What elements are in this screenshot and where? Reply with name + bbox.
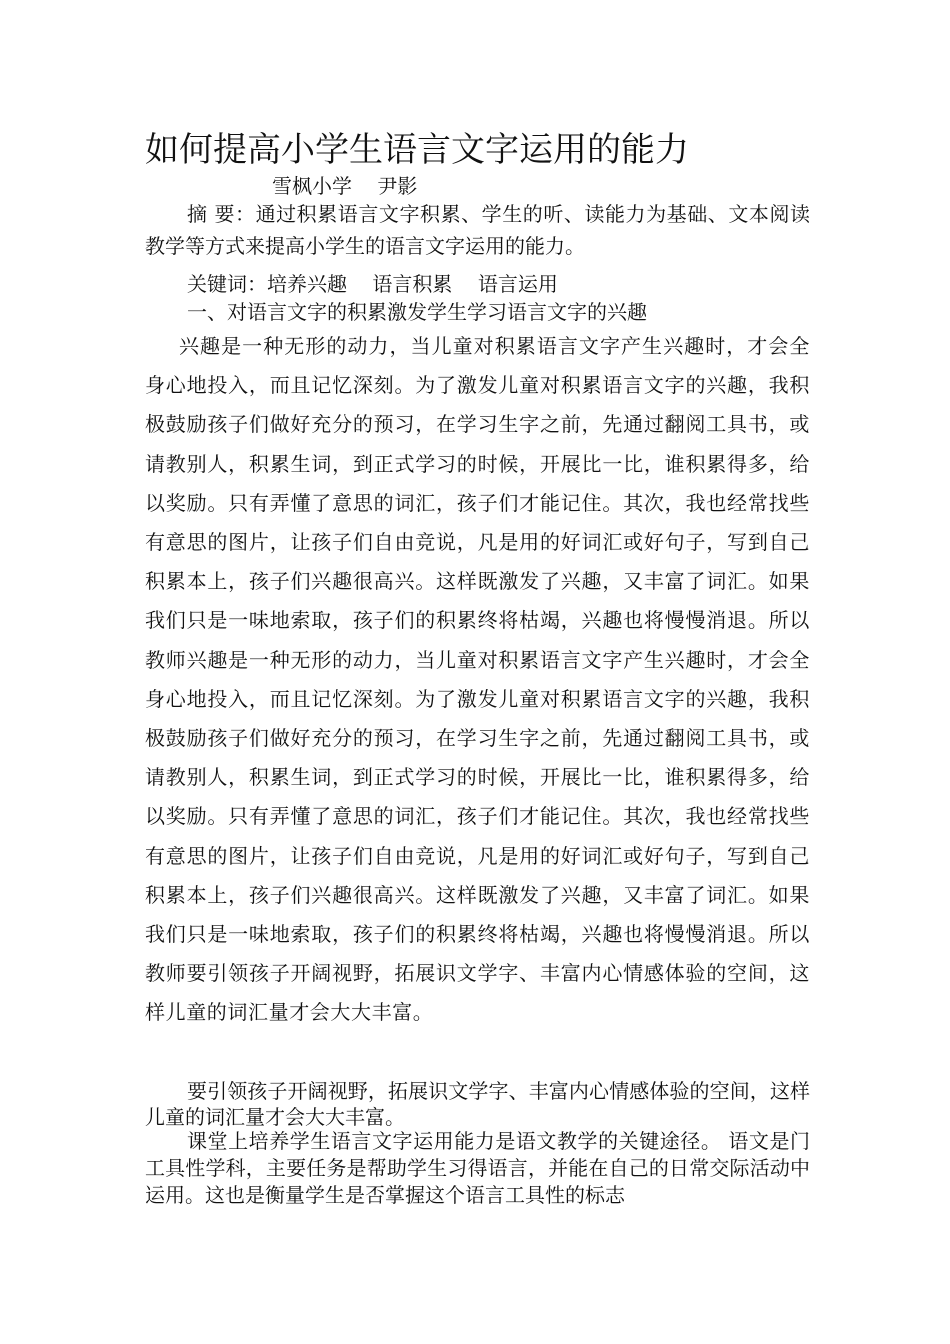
author-line: 雪枫小学 尹影 — [272, 174, 418, 198]
document-title: 如何提高小学生语言文字运用的能力 — [145, 130, 689, 170]
section-heading: 一、对语言文字的积累激发学生学习语言文字的兴趣 — [187, 300, 647, 324]
keywords-line: 关键词：培养兴趣 语言积累 语言运用 — [187, 272, 558, 296]
abstract-paragraph: 摘 要：通过积累语言文字积累、学生的听、读能力为基础、文本阅读教学等方式来提高小学生的语言文字运用的能力。 — [145, 202, 810, 258]
main-paragraph: 兴趣是一种无形的动力，当儿童对积累语言文字产生兴趣时，才会全身心地投入，而且记忆深刻。为了激发儿童对积累语言文字的兴趣，我积极鼓励孩子们做好充分的预习，在学习生字之前，先通过翻阅工具书，或请教别人，积累生词，到正式学习的时候，开展比一比，谁积累得多，给以奖励。只有弄懂了意思的词汇，孩子们才能记住。其次，我也经常找些有意思的图片，让孩子们自由竞说，凡是用的好词汇或好句子，写到自己积累本上，孩子们兴趣很高兴。这样既激发了兴趣，又丰富了词汇。如果我们只是一味地索取，孩子们的积累终将枯竭，兴趣也将慢慢消退。所以教师兴趣是一种无形的动力，当儿童对积累语言文字产生兴趣时，才会全身心地投入，而且记忆深刻。为了激发儿童对积累语言文字的兴趣，我积极鼓励孩子们做好充分的预习，在学习生字之前，先通过翻阅工具书，或请教别人，积累生词，到正式学习的时候，开展比一比，谁积累得多，给以奖励。只有弄懂了意思的词汇，孩子们才能记住。其次，我也经常找些有意思的图片，让孩子们自由竞说，凡是用的好词汇或好句子，写到自己积累本上，孩子们兴趣很高兴。这样既激发了兴趣，又丰富了词汇。如果我们只是一味地索取，孩子们的积累终将枯竭，兴趣也将慢慢消退。所以教师要引领孩子开阔视野，拓展识文学字、丰富内心情感体验的空间，这样儿童的词汇量才会大大丰富。 — [145, 334, 810, 1025]
body-paragraph-3: 课堂上培养学生语言文字运用能力是语文教学的关键途径。 语文是门工具性学科，主要任务是帮助学生习得语言，并能在自己的日常交际活动中运用。这也是衡量学生是否掌握这个语言工具性的标志 — [145, 1129, 810, 1207]
body-paragraph-2: 要引领孩子开阔视野，拓展识文学字、丰富内心情感体验的空间，这样儿童的词汇量才会大大丰富。 — [145, 1079, 810, 1129]
